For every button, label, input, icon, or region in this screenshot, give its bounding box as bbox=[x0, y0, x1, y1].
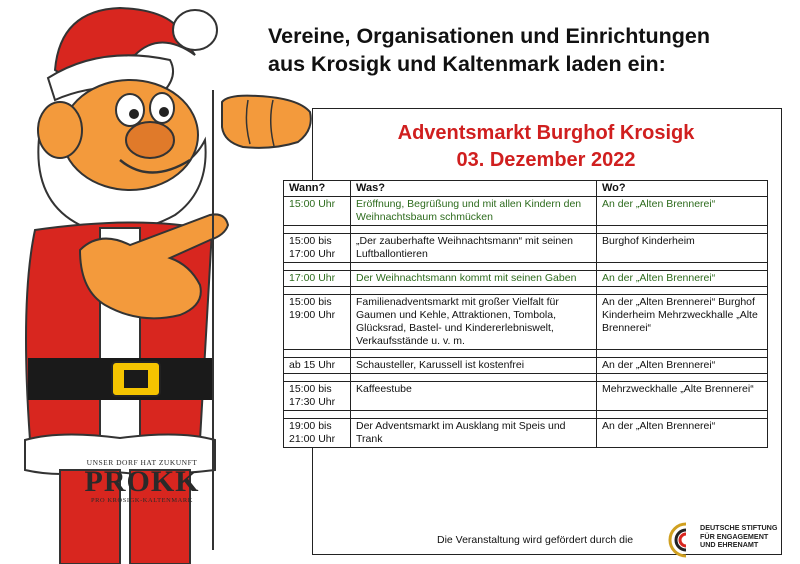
header-what: Was? bbox=[351, 181, 597, 197]
row-where: Burghof Kinderheim bbox=[597, 234, 768, 263]
table-row bbox=[284, 419, 768, 448]
row-when: 19:00 bis 21:00 Uhr bbox=[284, 419, 351, 448]
headline-line-2: aus Krosigk und Kaltenmark laden ein: bbox=[268, 52, 666, 76]
table-row bbox=[284, 295, 768, 350]
row-what: Kaffeestube bbox=[351, 382, 597, 411]
row-when: 17:00 Uhr bbox=[284, 271, 351, 287]
table-row bbox=[284, 234, 768, 263]
row-what: Der Adventsmarkt im Ausklang mit Speis und Trank bbox=[351, 419, 597, 448]
table-spacer-row bbox=[284, 287, 768, 295]
row-what: Eröffnung, Begrüßung und mit allen Kindern den Weihnachtsbaum schmücken bbox=[351, 197, 597, 226]
table-spacer-row bbox=[284, 226, 768, 234]
row-when: 15:00 bis 17:00 Uhr bbox=[284, 234, 351, 263]
prokk-logo-wordmark: PROKK bbox=[84, 465, 200, 498]
row-what: Der Weihnachtsmann kommt mit seinen Gaben bbox=[351, 271, 597, 287]
foundation-line-3: UND EHRENAMT bbox=[700, 540, 759, 550]
table-spacer-row bbox=[284, 350, 768, 358]
header-where: Wo? bbox=[597, 181, 768, 197]
row-what: Familienadventsmarkt mit großer Vielfalt für Gaumen und Kehle, Attraktionen, Tombola, Glücksrad, Bastel- und Kindererlebniswelt, Verkaufsstände u. v. m. bbox=[351, 295, 597, 350]
row-where: Mehrzweckhalle „Alte Brennerei“ bbox=[597, 382, 768, 411]
row-where: An der „Alten Brennerei“ Burghof Kinderheim Mehrzweckhalle „Alte Brennerei“ bbox=[597, 295, 768, 350]
event-title-block bbox=[312, 120, 780, 174]
row-where: An der „Alten Brennerei“ bbox=[597, 271, 768, 287]
schedule-table bbox=[283, 180, 768, 448]
table-spacer-row bbox=[284, 411, 768, 419]
table-row bbox=[284, 358, 768, 374]
prokk-logo-subtitle: PRO KROSIGK-KALTENMARK bbox=[91, 497, 193, 504]
prokk-logo bbox=[62, 458, 222, 504]
header-when: Wann? bbox=[284, 181, 351, 197]
event-date: 03. Dezember 2022 bbox=[456, 149, 636, 171]
row-where: An der „Alten Brennerei“ bbox=[597, 419, 768, 448]
table-spacer-row bbox=[284, 374, 768, 382]
headline-line-1: Vereine, Organisationen und Einrichtungen bbox=[268, 24, 711, 48]
table-row bbox=[284, 197, 768, 226]
sponsor-text: Die Veranstaltung wird gefördert durch die bbox=[437, 534, 634, 546]
row-where: An der „Alten Brennerei“ bbox=[597, 197, 768, 226]
table-row bbox=[284, 382, 768, 411]
event-title: Adventsmarkt Burghof Krosigk bbox=[397, 122, 695, 144]
row-what: Schausteller, Karussell ist kostenfrei bbox=[351, 358, 597, 374]
row-when: 15:00 bis 17:30 Uhr bbox=[284, 382, 351, 411]
table-spacer-row bbox=[284, 263, 768, 271]
foundation-name bbox=[700, 524, 777, 550]
prokk-logo-tagline: UNSER DORF HAT ZUKUNFT bbox=[86, 458, 198, 467]
foundation-line-2: FÜR ENGAGEMENT bbox=[700, 531, 769, 541]
row-when: ab 15 Uhr bbox=[284, 358, 351, 374]
row-where: An der „Alten Brennerei“ bbox=[597, 358, 768, 374]
row-when: 15:00 Uhr bbox=[284, 197, 351, 226]
headline bbox=[268, 22, 788, 78]
row-when: 15:00 bis 19:00 Uhr bbox=[284, 295, 351, 350]
foundation-line-1: DEUTSCHE STIFTUNG bbox=[700, 523, 778, 532]
santa-hand-icon bbox=[218, 92, 314, 154]
table-row bbox=[284, 271, 768, 287]
table-header-row bbox=[284, 181, 768, 197]
row-what: „Der zauberhafte Weihnachtsmann“ mit seinen Luftballontieren bbox=[351, 234, 597, 263]
